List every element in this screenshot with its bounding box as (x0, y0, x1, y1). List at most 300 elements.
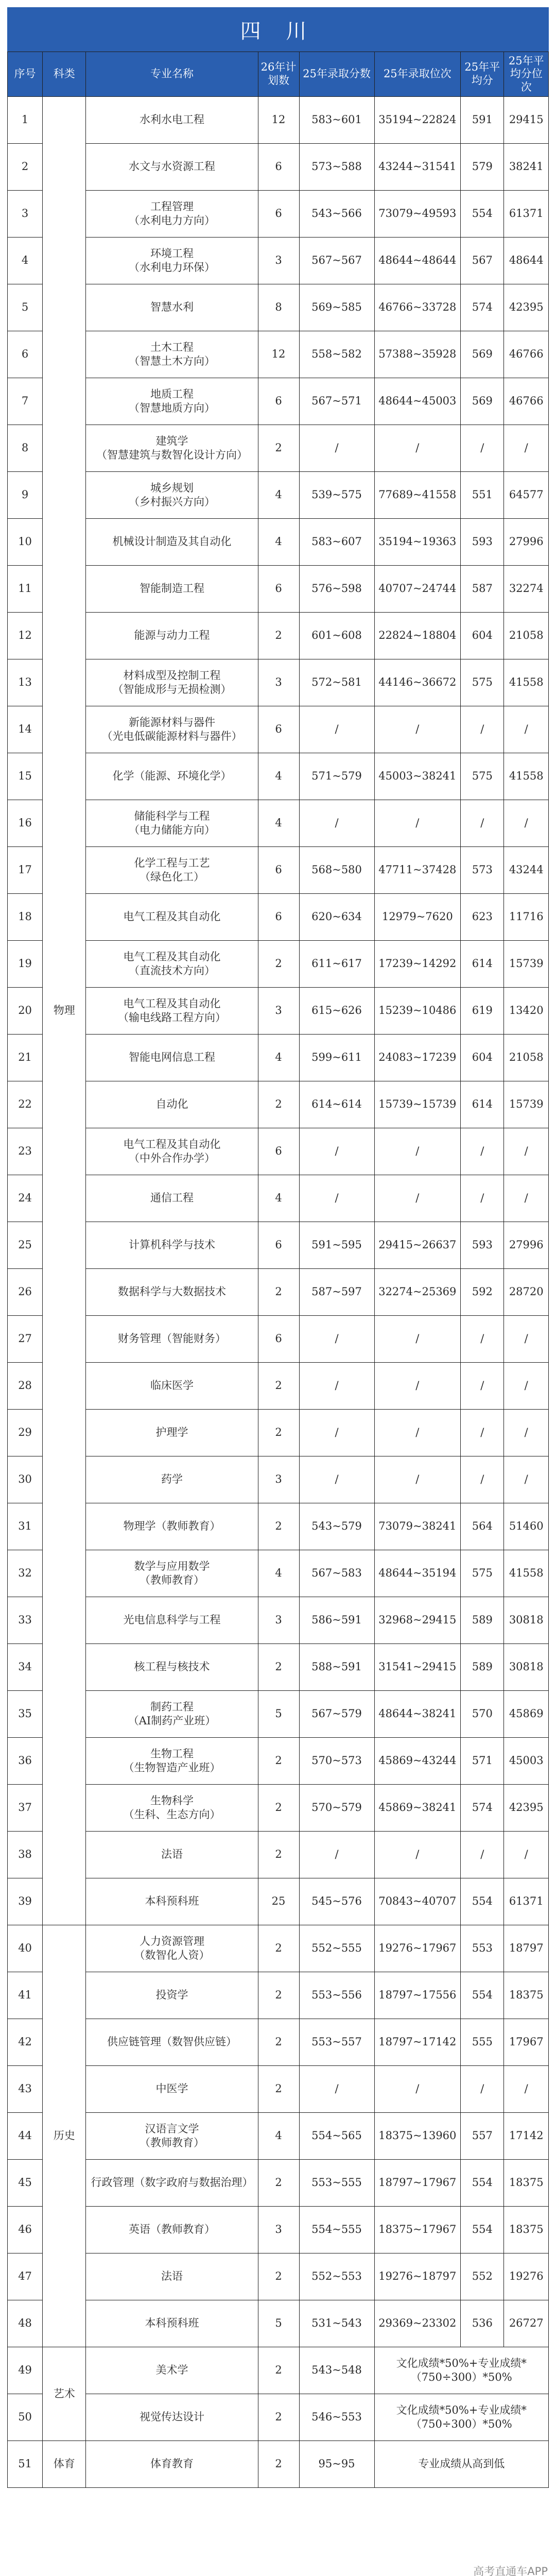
score-range: 552~553 (299, 2253, 374, 2300)
row-number: 5 (8, 284, 43, 331)
row-number: 9 (8, 472, 43, 519)
avg-rank: 45869 (504, 1691, 549, 1738)
avg-score: 619 (461, 988, 504, 1035)
table-row (8, 1081, 549, 1128)
rank-range: 29369~23302 (374, 2300, 461, 2347)
plan-count: 2 (258, 425, 299, 472)
rank-range: 18375~17967 (374, 2207, 461, 2253)
col-header-rank: 25年录取位次 (374, 52, 461, 97)
table-row (8, 1691, 549, 1738)
row-number: 47 (8, 2253, 43, 2300)
avg-rank: 30818 (504, 1597, 549, 1644)
score-range: 570~579 (299, 1785, 374, 1832)
rank-range: 15239~10486 (374, 988, 461, 1035)
major-name: 电气工程及其自动化 （输电线路工程方向） (86, 988, 258, 1035)
row-number: 11 (8, 566, 43, 613)
row-number: 8 (8, 425, 43, 472)
avg-rank: / (504, 1363, 549, 1410)
category-cell: 艺术 (43, 2347, 86, 2441)
avg-rank: 18375 (504, 2207, 549, 2253)
score-range: 567~583 (299, 1550, 374, 1597)
row-number: 1 (8, 97, 43, 144)
avg-score: 579 (461, 144, 504, 191)
score-range: / (299, 1410, 374, 1456)
plan-count: 6 (258, 847, 299, 894)
rank-range: 48644~38241 (374, 1691, 461, 1738)
avg-score: 553 (461, 1925, 504, 1972)
rank-range: / (374, 800, 461, 847)
row-number: 2 (8, 144, 43, 191)
score-range: / (299, 1175, 374, 1222)
major-name: 自动化 (86, 1081, 258, 1128)
plan-count: 6 (258, 1316, 299, 1363)
major-name: 水利水电工程 (86, 97, 258, 144)
avg-rank: 41558 (504, 753, 549, 800)
avg-rank: 38241 (504, 144, 549, 191)
plan-count: 6 (258, 1222, 299, 1269)
score-range: 553~556 (299, 1972, 374, 2019)
avg-rank: / (504, 706, 549, 753)
major-name: 法语 (86, 2253, 258, 2300)
avg-rank: 41558 (504, 1550, 549, 1597)
avg-score: 555 (461, 2019, 504, 2066)
table-row (8, 1316, 549, 1363)
row-number: 19 (8, 941, 43, 988)
row-number: 50 (8, 2394, 43, 2441)
score-range: / (299, 425, 374, 472)
avg-rank: 15739 (504, 1081, 549, 1128)
avg-score: 614 (461, 941, 504, 988)
plan-count: 2 (258, 1925, 299, 1972)
plan-count: 3 (258, 2207, 299, 2253)
avg-score: 536 (461, 2300, 504, 2347)
avg-rank: 17967 (504, 2019, 549, 2066)
table-row (8, 706, 549, 753)
score-range: 586~591 (299, 1597, 374, 1644)
rank-range: 73079~49593 (374, 191, 461, 238)
avg-score: 569 (461, 331, 504, 378)
avg-rank: / (504, 1832, 549, 1878)
row-number: 46 (8, 2207, 43, 2253)
avg-rank: 21058 (504, 613, 549, 659)
row-number: 32 (8, 1550, 43, 1597)
rank-range: 45003~38241 (374, 753, 461, 800)
col-header-score: 25年录取分数 (299, 52, 374, 97)
table-row (8, 894, 549, 941)
avg-score: 552 (461, 2253, 504, 2300)
rank-range: / (374, 1410, 461, 1456)
avg-rank: 19276 (504, 2253, 549, 2300)
avg-score: 623 (461, 894, 504, 941)
avg-rank: / (504, 1410, 549, 1456)
table-row (8, 378, 549, 425)
major-name: 数学与应用数学 （教师教育） (86, 1550, 258, 1597)
col-header-no: 序号 (8, 52, 43, 97)
rank-range: / (374, 1128, 461, 1175)
score-range: / (299, 1456, 374, 1503)
rank-range: 17239~14292 (374, 941, 461, 988)
rank-range: 12979~7620 (374, 894, 461, 941)
major-name: 电气工程及其自动化 （直流技术方向） (86, 941, 258, 988)
avg-rank: / (504, 1456, 549, 1503)
avg-rank: 18375 (504, 1972, 549, 2019)
major-name: 能源与动力工程 (86, 613, 258, 659)
plan-count: 3 (258, 659, 299, 706)
rank-range: 48644~35194 (374, 1550, 461, 1597)
table-row (8, 1035, 549, 1081)
avg-score: 554 (461, 1972, 504, 2019)
major-name: 水文与水资源工程 (86, 144, 258, 191)
major-name: 智慧水利 (86, 284, 258, 331)
row-number: 25 (8, 1222, 43, 1269)
admission-table (7, 52, 549, 2488)
table-row (8, 97, 549, 144)
plan-count: 2 (258, 1363, 299, 1410)
plan-count: 2 (258, 2253, 299, 2300)
plan-count: 4 (258, 472, 299, 519)
table-row (8, 284, 549, 331)
row-number: 41 (8, 1972, 43, 2019)
avg-score: 593 (461, 1222, 504, 1269)
avg-rank: 18797 (504, 1925, 549, 1972)
table-row (8, 2347, 549, 2394)
plan-count: 12 (258, 331, 299, 378)
rank-range: / (374, 1175, 461, 1222)
plan-count: 2 (258, 2441, 299, 2488)
table-row (8, 1597, 549, 1644)
plan-count: 4 (258, 1550, 299, 1597)
rank-range: 46766~33728 (374, 284, 461, 331)
table-row (8, 2253, 549, 2300)
major-name: 电气工程及其自动化 （中外合作办学） (86, 1128, 258, 1175)
major-name: 中医学 (86, 2066, 258, 2113)
major-name: 建筑学 （智慧建筑与数智化设计方向） (86, 425, 258, 472)
major-name: 供应链管理（数智供应链） (86, 2019, 258, 2066)
table-row (8, 2394, 549, 2441)
score-range: / (299, 1363, 374, 1410)
avg-rank: 13420 (504, 988, 549, 1035)
major-name: 英语（教师教育） (86, 2207, 258, 2253)
score-range: / (299, 1316, 374, 1363)
rank-range: / (374, 1456, 461, 1503)
plan-count: 4 (258, 519, 299, 566)
plan-count: 6 (258, 706, 299, 753)
avg-score: 554 (461, 1878, 504, 1925)
rank-range: / (374, 1832, 461, 1878)
col-header-avg-rank: 25年平均分位次 (504, 52, 549, 97)
table-row (8, 1222, 549, 1269)
rank-range: 70843~40707 (374, 1878, 461, 1925)
rank-range: 29415~26637 (374, 1222, 461, 1269)
table-row (8, 659, 549, 706)
rank-range: 47711~37428 (374, 847, 461, 894)
score-range: 601~608 (299, 613, 374, 659)
score-range: / (299, 1832, 374, 1878)
avg-rank: 41558 (504, 659, 549, 706)
avg-score: 569 (461, 378, 504, 425)
major-name: 计算机科学与技术 (86, 1222, 258, 1269)
row-number: 31 (8, 1503, 43, 1550)
major-name: 工程管理 （水利电力方向） (86, 191, 258, 238)
score-range: 611~617 (299, 941, 374, 988)
avg-score: 567 (461, 238, 504, 284)
rank-range: 18797~17556 (374, 1972, 461, 2019)
plan-count: 2 (258, 2347, 299, 2394)
row-number: 29 (8, 1410, 43, 1456)
score-range: / (299, 1128, 374, 1175)
row-number: 18 (8, 894, 43, 941)
plan-count: 3 (258, 1597, 299, 1644)
plan-count: 4 (258, 1175, 299, 1222)
major-name: 人力资源管理 （数智化人资） (86, 1925, 258, 1972)
table-row (8, 1644, 549, 1691)
table-row (8, 191, 549, 238)
plan-count: 8 (258, 284, 299, 331)
avg-rank: 46766 (504, 331, 549, 378)
avg-rank: / (504, 1128, 549, 1175)
table-row (8, 2300, 549, 2347)
score-range: / (299, 800, 374, 847)
rank-range: 22824~18804 (374, 613, 461, 659)
row-number: 21 (8, 1035, 43, 1081)
major-name: 核工程与核技术 (86, 1644, 258, 1691)
score-range: 543~579 (299, 1503, 374, 1550)
score-range: 573~588 (299, 144, 374, 191)
score-range: 546~553 (299, 2394, 374, 2441)
table-row (8, 519, 549, 566)
category-cell: 体育 (43, 2441, 86, 2488)
avg-score: 564 (461, 1503, 504, 1550)
avg-rank: 21058 (504, 1035, 549, 1081)
major-name: 化学工程与工艺 （绿色化工） (86, 847, 258, 894)
plan-count: 2 (258, 2066, 299, 2113)
score-range: 567~579 (299, 1691, 374, 1738)
major-name: 法语 (86, 1832, 258, 1878)
plan-count: 25 (258, 1878, 299, 1925)
avg-score: 593 (461, 519, 504, 566)
plan-count: 2 (258, 1081, 299, 1128)
avg-score: 589 (461, 1597, 504, 1644)
avg-rank: 18375 (504, 2160, 549, 2207)
score-range: 554~555 (299, 2207, 374, 2253)
avg-rank: / (504, 800, 549, 847)
row-number: 45 (8, 2160, 43, 2207)
score-range: 591~595 (299, 1222, 374, 1269)
score-range: 567~567 (299, 238, 374, 284)
avg-score: 575 (461, 659, 504, 706)
table-row (8, 1785, 549, 1832)
category-cell: 历史 (43, 1925, 86, 2347)
major-name: 新能源材料与器件 （光电低碳能源材料与器件） (86, 706, 258, 753)
plan-count: 3 (258, 1456, 299, 1503)
admission-rule: 文化成绩*50%+专业成绩* （750÷300）*50% (374, 2347, 548, 2394)
row-number: 13 (8, 659, 43, 706)
table-row (8, 1738, 549, 1785)
rank-range: 45869~43244 (374, 1738, 461, 1785)
col-header-plan: 26年计划数 (258, 52, 299, 97)
row-number: 23 (8, 1128, 43, 1175)
plan-count: 5 (258, 2300, 299, 2347)
avg-rank: / (504, 1175, 549, 1222)
score-range: 583~601 (299, 97, 374, 144)
major-name: 机械设计制造及其自动化 (86, 519, 258, 566)
major-name: 制药工程 （AI制药产业班） (86, 1691, 258, 1738)
plan-count: 5 (258, 1691, 299, 1738)
avg-rank: 15739 (504, 941, 549, 988)
avg-score: 575 (461, 1550, 504, 1597)
score-range: 531~543 (299, 2300, 374, 2347)
rank-range: 24083~17239 (374, 1035, 461, 1081)
plan-count: 2 (258, 613, 299, 659)
row-number: 49 (8, 2347, 43, 2394)
avg-rank: 30818 (504, 1644, 549, 1691)
avg-rank: 17142 (504, 2113, 549, 2160)
avg-rank: 11716 (504, 894, 549, 941)
major-name: 数据科学与大数据技术 (86, 1269, 258, 1316)
row-number: 14 (8, 706, 43, 753)
table-row (8, 1925, 549, 1972)
plan-count: 6 (258, 566, 299, 613)
plan-count: 2 (258, 1410, 299, 1456)
major-name: 汉语言文学 （教师教育） (86, 2113, 258, 2160)
table-row (8, 1175, 549, 1222)
major-name: 电气工程及其自动化 (86, 894, 258, 941)
score-range: 587~597 (299, 1269, 374, 1316)
score-range: 615~626 (299, 988, 374, 1035)
avg-score: 604 (461, 1035, 504, 1081)
table-row (8, 847, 549, 894)
rank-range: 48644~45003 (374, 378, 461, 425)
row-number: 34 (8, 1644, 43, 1691)
row-number: 22 (8, 1081, 43, 1128)
row-number: 39 (8, 1878, 43, 1925)
avg-rank: 42395 (504, 284, 549, 331)
rank-range: 18797~17142 (374, 2019, 461, 2066)
major-name: 行政管理（数字政府与数据治理） (86, 2160, 258, 2207)
avg-score: 573 (461, 847, 504, 894)
plan-count: 2 (258, 2019, 299, 2066)
rank-range: 35194~19363 (374, 519, 461, 566)
avg-score: 551 (461, 472, 504, 519)
avg-score: / (461, 1128, 504, 1175)
major-name: 药学 (86, 1456, 258, 1503)
avg-score: 587 (461, 566, 504, 613)
row-number: 36 (8, 1738, 43, 1785)
row-number: 33 (8, 1597, 43, 1644)
avg-rank: 64577 (504, 472, 549, 519)
table-row (8, 144, 549, 191)
major-name: 物理学（教师教育） (86, 1503, 258, 1550)
avg-rank: / (504, 425, 549, 472)
row-number: 35 (8, 1691, 43, 1738)
score-range: 539~575 (299, 472, 374, 519)
avg-score: 575 (461, 753, 504, 800)
plan-count: 2 (258, 2160, 299, 2207)
row-number: 37 (8, 1785, 43, 1832)
score-range: 571~579 (299, 753, 374, 800)
major-name: 智能电网信息工程 (86, 1035, 258, 1081)
table-row (8, 2113, 549, 2160)
score-range: 545~576 (299, 1878, 374, 1925)
avg-rank: 46766 (504, 378, 549, 425)
major-name: 生物科学 （生科、生态方向） (86, 1785, 258, 1832)
plan-count: 4 (258, 800, 299, 847)
major-name: 材料成型及控制工程 （智能成形与无损检测） (86, 659, 258, 706)
score-range: 588~591 (299, 1644, 374, 1691)
major-name: 化学（能源、环境化学） (86, 753, 258, 800)
row-number: 40 (8, 1925, 43, 1972)
table-row (8, 2207, 549, 2253)
score-range: 576~598 (299, 566, 374, 613)
avg-score: 571 (461, 1738, 504, 1785)
admission-rule: 文化成绩*50%+专业成绩* （750÷300）*50% (374, 2394, 548, 2441)
major-name: 体育教育 (86, 2441, 258, 2488)
rank-range: 18375~13960 (374, 2113, 461, 2160)
avg-rank: 61371 (504, 1878, 549, 1925)
rank-range: 48644~48644 (374, 238, 461, 284)
avg-score: / (461, 706, 504, 753)
plan-count: 4 (258, 753, 299, 800)
score-range: 553~555 (299, 2160, 374, 2207)
row-number: 20 (8, 988, 43, 1035)
table-row (8, 2019, 549, 2066)
table-row (8, 238, 549, 284)
plan-count: 2 (258, 1644, 299, 1691)
admission-rule: 专业成绩从高到低 (374, 2441, 548, 2488)
table-row (8, 1878, 549, 1925)
rank-range: 40707~24744 (374, 566, 461, 613)
row-number: 30 (8, 1456, 43, 1503)
score-range: 568~580 (299, 847, 374, 894)
avg-rank: 51460 (504, 1503, 549, 1550)
major-name: 地质工程 （智慧地质方向） (86, 378, 258, 425)
table-row (8, 1550, 549, 1597)
col-header-major: 专业名称 (86, 52, 258, 97)
rank-range: / (374, 1316, 461, 1363)
rank-range: 31541~29415 (374, 1644, 461, 1691)
score-range: 599~611 (299, 1035, 374, 1081)
page-title: 四 川 (7, 7, 549, 52)
score-range: / (299, 706, 374, 753)
row-number: 17 (8, 847, 43, 894)
watermark-text: 高考直通车APP (473, 2565, 548, 2576)
avg-score: / (461, 425, 504, 472)
avg-rank: 28720 (504, 1269, 549, 1316)
score-range: 543~566 (299, 191, 374, 238)
score-range: / (299, 2066, 374, 2113)
rank-range: 45869~38241 (374, 1785, 461, 1832)
plan-count: 4 (258, 1035, 299, 1081)
plan-count: 6 (258, 144, 299, 191)
major-name: 城乡规划 （乡村振兴方向） (86, 472, 258, 519)
avg-score: / (461, 1832, 504, 1878)
plan-count: 6 (258, 1128, 299, 1175)
plan-count: 2 (258, 2394, 299, 2441)
rank-range: 73079~38241 (374, 1503, 461, 1550)
rank-range: 18797~17967 (374, 2160, 461, 2207)
score-range: 552~555 (299, 1925, 374, 1972)
avg-score: 614 (461, 1081, 504, 1128)
rank-range: 44146~36672 (374, 659, 461, 706)
col-header-avg: 25年平均分 (461, 52, 504, 97)
score-range: 558~582 (299, 331, 374, 378)
avg-rank: 43244 (504, 847, 549, 894)
major-name: 视觉传达设计 (86, 2394, 258, 2441)
major-name: 本科预科班 (86, 1878, 258, 1925)
table-row (8, 472, 549, 519)
table-row (8, 2066, 549, 2113)
score-range: 572~581 (299, 659, 374, 706)
